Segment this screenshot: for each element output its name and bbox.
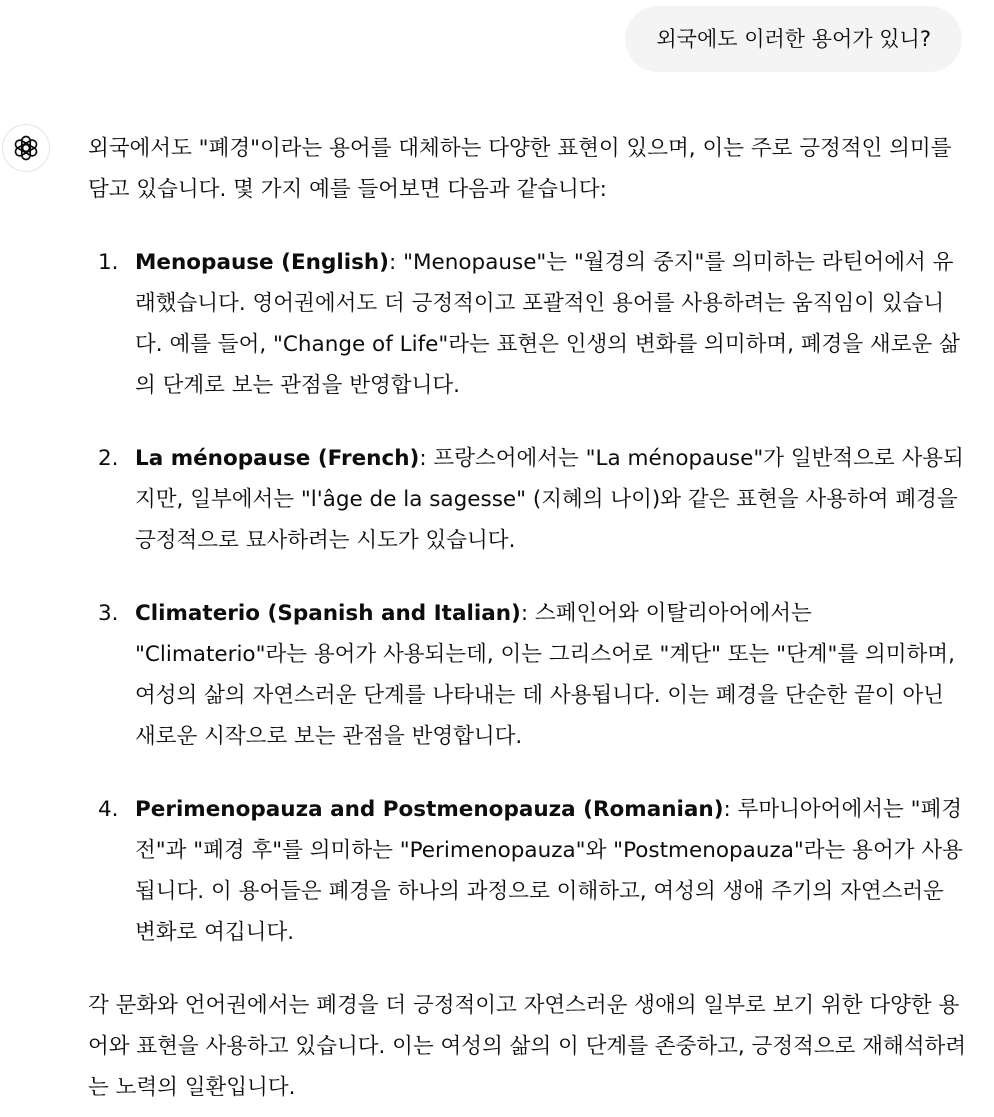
- list-item-term: Climaterio (Spanish and Italian): [135, 601, 521, 626]
- list-item-number: 2.: [98, 446, 119, 471]
- list-item-text: : 스페인어와 이탈리아어에서는 "Climaterio"라는 용어가 사용되는데, 이는 그리스어로 "계단" 또는 "단계"를 의미하며, 여성의 삶의 자연스러운 단계를 나타내는 데 사용됩니다. 이는 폐경을 단순한 끝이 아닌 새로운 시작으로 보는 관점을 반영합니다.: [135, 601, 955, 749]
- list-item-text: : "Menopause"는 "월경의 중지"를 의미하는 라틴어에서 유래했습니다. 영어권에서도 더 긍정적이고 포괄적인 용어를 사용하려는 움직임이 있습니다. 예를 들어, "Change of Life"라는 표현은 인생의 변화를 의미하며, 폐경을 새로운 삶의 단계로 보는 관점을 반영합니다.: [135, 250, 960, 398]
- assistant-outro: 각 문화와 언어권에서는 폐경을 더 긍정적이고 자연스러운 생애의 일부로 보기 위한 다양한 용어와 표현을 사용하고 있습니다. 이는 여성의 삶의 이 단계를 존중하고, 긍정적으로 재해석하려는 노력의 일환입니다.: [88, 993, 967, 1100]
- list-item-number: 1.: [98, 250, 119, 275]
- list-item: [88, 438, 968, 561]
- user-message-bubble: 외국에도 이러한 용어가 있니?: [625, 6, 962, 72]
- list-item-term: Menopause (English): [135, 250, 390, 275]
- user-message-row: [625, 6, 962, 72]
- list-item-term: Perimenopauza and Postmenopauza (Romanian): [135, 797, 724, 822]
- list-item-number: 4.: [98, 797, 119, 822]
- list-item-number: 3.: [98, 601, 119, 626]
- list-item-text: : 루마니아어에서는 "폐경 전"과 "폐경 후"를 의미하는 "Perimenopauza"와 "Postmenopauza"라는 용어가 사용됩니다. 이 용어들은 폐경을 하나의 과정으로 이해하고, 여성의 생애 주기의 자연스러운 변화로 여깁니다.: [135, 797, 963, 945]
- list-item-term: La ménopause (French): [135, 446, 420, 471]
- list-item: [88, 242, 968, 406]
- assistant-avatar: [2, 124, 50, 172]
- assistant-message: [88, 128, 968, 1108]
- list-item: [88, 593, 968, 757]
- assistant-intro: 외국에서도 "폐경"이라는 용어를 대체하는 다양한 표현이 있으며, 이는 주로 긍정적인 의미를 담고 있습니다. 몇 가지 예를 들어보면 다음과 같습니다:: [88, 136, 952, 202]
- list-item-text: : 프랑스어에서는 "La ménopause"가 일반적으로 사용되지만, 일부에서는 "l'âge de la sagesse" (지혜의 나이)와 같은 표현을 사용하여 폐경을 긍정적으로 묘사하려는 시도가 있습니다.: [135, 446, 964, 553]
- list-item: [88, 789, 968, 953]
- example-list: [88, 242, 968, 953]
- openai-logo-icon: [12, 134, 40, 162]
